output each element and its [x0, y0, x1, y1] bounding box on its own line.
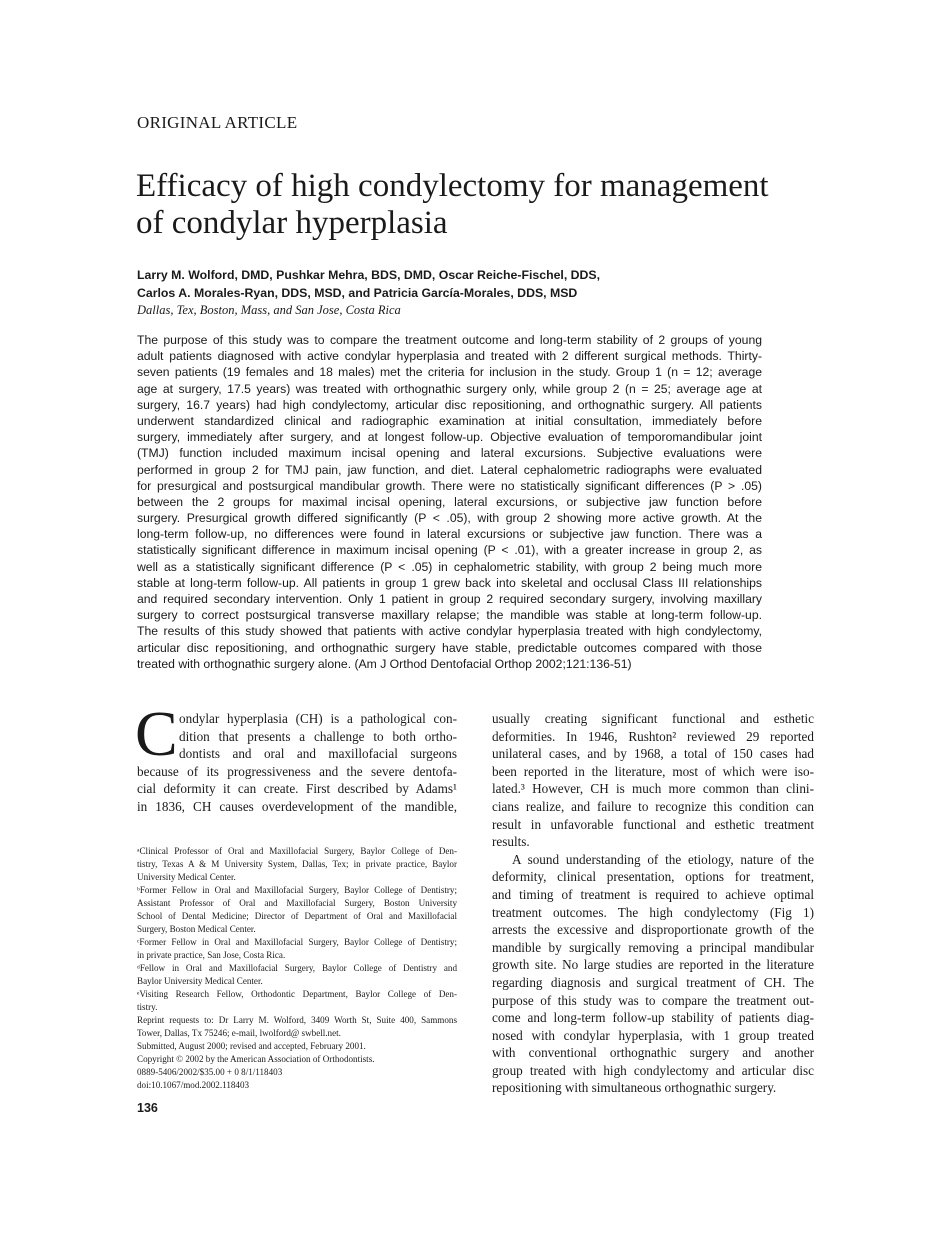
body-line: cians realize, and failure to recognize this condition can: [492, 798, 814, 814]
body-line: A sound understanding of the etiology, nature of the: [512, 851, 814, 867]
body-column-left: [137, 710, 457, 816]
abstract-line: articular disc repositioning, and orthognathic surgery have stable, predictable outcomes compared with those: [137, 640, 762, 655]
author-line: Carlos A. Morales-Ryan, DDS, MSD, and Patricia García-Morales, DDS, MSD: [137, 285, 578, 300]
footnote-line: Submitted, August 2000; revised and accepted, February 2001.: [137, 1041, 366, 1051]
author-list: [137, 267, 777, 302]
footnote-line: tistry, Texas A & M University System, Dallas, Tex; in private practice, Baylor: [137, 859, 457, 869]
footnote-line: Tower, Dallas, Tx 75246; e-mail, lwolford@ swbell.net.: [137, 1028, 341, 1038]
body-line: with conventional orthognathic surgery and another: [492, 1045, 814, 1061]
body-line: dontists and oral and maxillofacial surgeons: [179, 746, 457, 762]
abstract-line: between the 2 groups for maximal incisal opening, lateral excursions, or subjective jaw function before: [137, 494, 762, 509]
body-line: deformities. In 1946, Rushton² reviewed 29 reported: [492, 728, 814, 744]
body-line: in 1836, CH causes overdevelopment of the mandible,: [137, 798, 457, 814]
footnote-line: Assistant Professor of Oral and Maxillofacial Surgery, Boston University: [137, 898, 457, 908]
title-line: of condylar hyperplasia: [136, 205, 448, 241]
abstract-line: statistically significant difference in maximum incisal opening (P < .01), with a greater increase in group 2, as: [137, 543, 762, 558]
footnote-line: ᵈFellow in Oral and Maxillofacial Surgery, Baylor College of Dentistry and: [137, 963, 457, 973]
section-label: ORIGINAL ARTICLE: [137, 113, 298, 132]
abstract-line: performed in group 2 for TMJ pain, jaw function, and diet. Lateral cephalometric radiographs were evaluated: [137, 462, 762, 477]
abstract-line: adult patients diagnosed with active condylar hyperplasia and treated with 2 different surgical methods. Thirty-: [137, 349, 762, 364]
page-number: 136: [137, 1101, 158, 1115]
abstract-line: The results of this study showed that patients with active condylar hyperplasia treated with high condylectomy,: [137, 624, 762, 639]
drop-cap: C: [135, 698, 178, 769]
abstract-line: surgery. Presurgical growth differed significantly (P < .05), with group 2 showing more active growth. At the: [137, 511, 762, 526]
abstract-line: treated with orthognathic surgery alone. (Am J Orthod Dentofacial Orthop 2002;121:136-51): [137, 656, 632, 671]
footnote-line: ᶜFormer Fellow in Oral and Maxillofacial Surgery, Baylor College of Dentistry;: [137, 937, 457, 947]
footnote-line: tistry.: [137, 1002, 158, 1012]
footnote-line: Baylor University Medical Center.: [137, 976, 263, 986]
abstract-line: well as a statistically significant difference (P < .05) in cephalometric stability, with group 2 being much more: [137, 559, 762, 574]
body-line: unilateral cases, and by 1968, a total of 150 cases had: [492, 746, 814, 762]
footnotes: [137, 845, 457, 1092]
body-line: repositioning with simultaneous orthognathic surgery.: [492, 1080, 777, 1096]
author-line: Larry M. Wolford, DMD, Pushkar Mehra, BDS, DMD, Oscar Reiche-Fischel, DDS,: [137, 268, 601, 282]
abstract-line: stable at long-term follow-up. All patients in group 1 grew back into skeletal and occlusal Class III relationships: [137, 575, 762, 590]
body-line: deformity, clinical presentation, options for treatment,: [492, 869, 814, 885]
body-line: been reported in the literature, most of which were iso-: [492, 763, 814, 779]
body-column-right: [492, 710, 814, 1097]
body-line: ondylar hyperplasia (CH) is a pathological con-: [179, 711, 457, 726]
body-line: treatment outcomes. The high condylectomy (Fig 1): [492, 904, 814, 920]
footnote-line: School of Dental Medicine; Director of Department of Oral and Maxillofacial: [137, 911, 457, 921]
abstract-line: seven patients (19 females and 18 males) met the criteria for inclusion in the study. Group 1 (n = 12; average: [137, 365, 762, 380]
body-line: and timing of treatment is required to achieve optimal: [492, 886, 814, 902]
abstract: [137, 332, 762, 672]
footnote-line: doi:10.1067/mod.2002.118403: [137, 1080, 250, 1090]
body-line: come and long-term follow-up stability of patients diag-: [492, 1010, 814, 1026]
body-line: purpose of this study was to compare the treatment out-: [492, 992, 814, 1008]
footnote-line: in private practice, San Jose, Costa Rica.: [137, 950, 286, 960]
article-title: [136, 168, 856, 242]
abstract-line: surgery to correct postsurgical transverse maxillary relapse; the mandible was stable at long-term follow-up.: [137, 608, 762, 623]
body-line: cial deformity it can create. First described by Adams¹: [137, 781, 457, 797]
abstract-line: surgery, 16.7 years) had high condylectomy, articular disc repositioning, and orthognathic surgery. All patients: [137, 397, 762, 412]
footnote-line: Copyright © 2002 by the American Association of Orthodontists.: [137, 1054, 375, 1064]
author-locations: Dallas, Tex, Boston, Mass, and San Jose, Costa Rica: [137, 303, 401, 317]
body-line: nosed with condylar hyperplasia, with 1 group treated: [492, 1027, 814, 1043]
body-line: results.: [492, 834, 530, 850]
abstract-line: The purpose of this study was to compare the treatment outcome and long-term stability of 2 groups of young: [137, 333, 762, 347]
body-line: regarding diagnosis and surgical treatment of CH. The: [492, 974, 814, 990]
abstract-line: (TMJ) function included maximum incisal opening and lateral excursions. Subjective evaluations were: [137, 446, 762, 461]
abstract-line: for presurgical and postsurgical mandibular growth. There were no statistically significant differences (P > .05): [137, 478, 762, 493]
body-line: dition that presents a challenge to both ortho-: [179, 728, 457, 744]
body-line: mandible by surgically removing a principal mandibular: [492, 939, 814, 955]
footnote-line: Surgery, Boston Medical Center.: [137, 924, 256, 934]
body-line: usually creating significant functional and esthetic: [492, 711, 814, 726]
footnote-line: University Medical Center.: [137, 872, 236, 882]
footnote-line: ᵇFormer Fellow in Oral and Maxillofacial Surgery, Baylor College of Dentistry;: [137, 885, 457, 895]
footnote-line: 0889-5406/2002/$35.00 + 0 8/1/118403: [137, 1067, 283, 1077]
title-line: Efficacy of high condylectomy for management: [136, 168, 769, 204]
body-line: growth site. No large studies are reported in the literature: [492, 957, 814, 973]
footnote-line: ᵃClinical Professor of Oral and Maxillofacial Surgery, Baylor College of Den-: [137, 846, 457, 856]
footnote-line: Reprint requests to: Dr Larry M. Wolford, 3409 Worth St, Suite 400, Sammons: [137, 1015, 457, 1025]
footnote-line: ᵉVisiting Research Fellow, Orthodontic Department, Baylor College of Den-: [137, 989, 457, 999]
body-line: lated.³ However, CH is much more common than clini-: [492, 781, 814, 797]
abstract-line: underwent standardized clinical and radiographic examination at initial consultation, immediately before: [137, 413, 762, 428]
body-line: group treated with high condylectomy and articular disc: [492, 1062, 814, 1078]
abstract-line: long-term follow-up, no differences were found in lateral excursions or subjective jaw function. There was a: [137, 527, 762, 542]
abstract-line: age at surgery, 17.5 years) was treated with orthognathic surgery only, while group 2 (n = 25; average age at: [137, 381, 762, 396]
body-line: result in unfavorable functional and esthetic treatment: [492, 816, 814, 832]
body-line: arrests the excessive and disproportionate growth of the: [492, 922, 814, 938]
body-line: because of its progressiveness and the severe dentofa-: [137, 763, 457, 779]
abstract-line: and required secondary intervention. Only 1 patient in group 2 required secondary surgery, involving maxillary: [137, 592, 762, 606]
abstract-line: surgery, immediately after surgery, and at longest follow-up. Objective evaluation of temporomandibular joint: [137, 430, 762, 445]
